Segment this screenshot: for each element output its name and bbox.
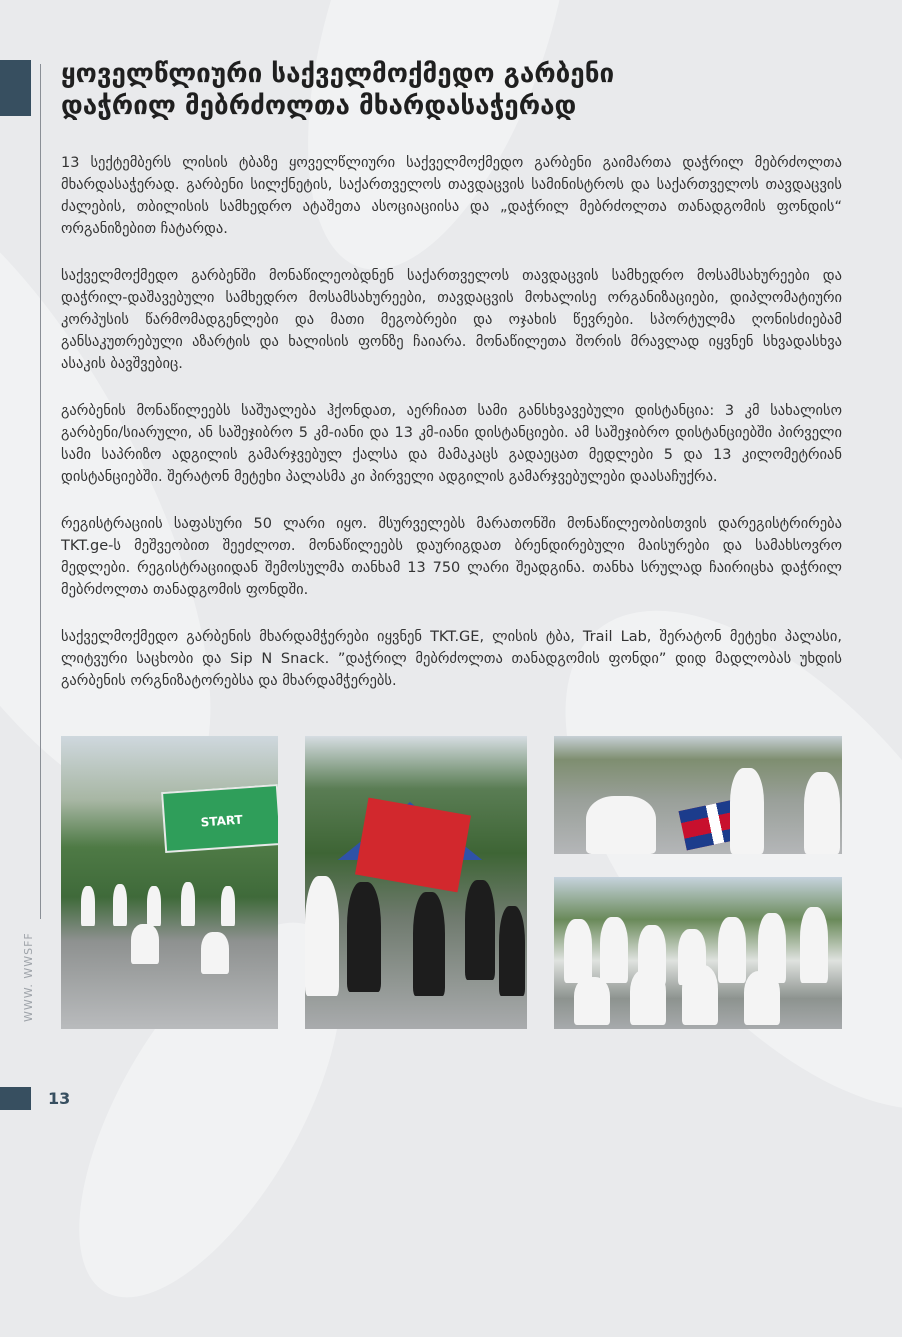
paragraph: გარბენის მონაწილეებს საშუალება ჰქონდათ, აერჩიათ სამი განსხვავებული დისტანცია: 3 კმ სახალისო გარბენი/სიარული, ან საშეჯიბრო 5 კმ-იანი და 13 კმ-იანი დისტანციები. ამ საშეჯიბრო დისტანციებში პირველი სამი საპრიზო ადგილის გამარჯვებულ ქალსა და მამაკაცს გადაეცათ მედლები 5 და 13 კილომეტრიან დისტანციებში. შერატონ მეტეხი პალასმა კი პირველი ადგილის გამარჯვებულები დაასაჩუქრა. xyxy=(61,403,842,485)
page-number: 13 xyxy=(48,1089,71,1108)
side-website-text: WWW. WWSFF xyxy=(22,932,35,1022)
paragraph: რეგისტრაციის საფასური 50 ლარი იყო. მსურველებს მარათონში მონაწილეობისთვის დარეგისტრირება TKT.ge-ს მეშვეობით შეეძლოთ. მონაწილეებს დაურიგდათ ბრენდირებული მაისურები და სამახსოვრო მედლები. რეგისტრაციიდან შემოსულმა თანხამ 13 750 ლარი შეადგინა. თანხა სრულად ჩაირიცხა დაჭრილ მებრძოლთა თანადგომის ფონდში. xyxy=(61,516,842,598)
runner-figure xyxy=(499,906,525,996)
group-member-figure xyxy=(600,917,628,983)
runner-figure xyxy=(305,876,339,996)
page-title xyxy=(61,58,841,122)
group-member-figure xyxy=(800,907,828,983)
photo-runners-flag xyxy=(305,736,527,1029)
footer-accent-tab xyxy=(0,1087,31,1110)
group-member-figure xyxy=(630,969,666,1025)
handcyclist-figure xyxy=(131,924,159,964)
vertical-divider xyxy=(40,64,41,919)
photo-group xyxy=(554,877,842,1029)
red-flag xyxy=(355,798,471,893)
runner-figure xyxy=(347,882,381,992)
runner-figure xyxy=(147,886,161,926)
handcyclist-figure xyxy=(201,932,229,974)
runner-figure xyxy=(465,880,495,980)
runner-figure xyxy=(113,884,127,926)
photo-start-line xyxy=(61,736,278,1029)
runner-figure xyxy=(81,886,95,926)
paragraph: საქველმოქმედო გარბენის მხარდამჭერები იყვნენ TKT.GE, ლისის ტბა, Trail Lab, შერატონ მეტეხი პალასი, ლიტვური საცხობი და Sip N Snack. ”დაჭრილ მებრძოლთა თანადგომის ფონდი” დიდ მადლობას უხდის გარბენის ორგნიზატორებსა და მხარდამჭერებს. xyxy=(61,629,842,689)
group-member-figure xyxy=(744,971,780,1025)
header-accent-tab xyxy=(0,60,31,116)
title-line-1: ყოველწლიური საქველმოქმედო გარბენი xyxy=(61,59,615,89)
group-member-figure xyxy=(574,977,610,1025)
runner-figure xyxy=(413,892,445,996)
start-banner: START xyxy=(161,784,278,853)
photo-crowd-union-jack xyxy=(554,736,842,854)
participant-figure xyxy=(730,768,764,854)
group-member-figure xyxy=(682,965,718,1025)
paragraph: საქველმოქმედო გარბენში მონაწილეობდნენ საქართველოს თავდაცვის სამხედრო მოსამსახურეები და დაჭრილ-დაშავებული სამხედრო მოსამსახურეები, თავდაცვის მოხალისე ორგანიზაციები, დიპლომატიური კორპუსის წარმომადგენლები და მათი მეგობრები და ოჯახის წევრები. სპორტულმა ღონისძიებამ განსაკუთრებული აზარტის და ხალისის ფონზე ჩაიარა. მონაწილეთა შორის მრავლად იყვნენ სხვადასხვა ასაკის ბავშვებიც. xyxy=(61,268,842,372)
participant-figure xyxy=(586,796,656,854)
paragraph: 13 სექტემბერს ლისის ტბაზე ყოველწლიური საქველმოქმედო გარბენი გაიმართა დაჭრილ მებრძოლთა მხარდასაჭერად. გარბენი სილქნეტის, საქართველოს თავდაცვის სამინისტროს და საქართველოს თავდაცვის ძალების, თბილისის სამხედრო ატაშეთა ასოციაციისა და „დაჭრილ მებრძოლთა თანადგომის ფონდის“ ორგანიზებით ჩატარდა. xyxy=(61,155,842,237)
group-member-figure xyxy=(718,917,746,983)
article-body xyxy=(61,152,842,717)
title-line-2: დაჭრილ მებრძოლთა მხარდასაჭერად xyxy=(61,91,577,121)
runner-figure xyxy=(181,882,195,926)
participant-figure xyxy=(804,772,840,854)
group-member-figure xyxy=(564,919,592,983)
runner-figure xyxy=(221,886,235,926)
